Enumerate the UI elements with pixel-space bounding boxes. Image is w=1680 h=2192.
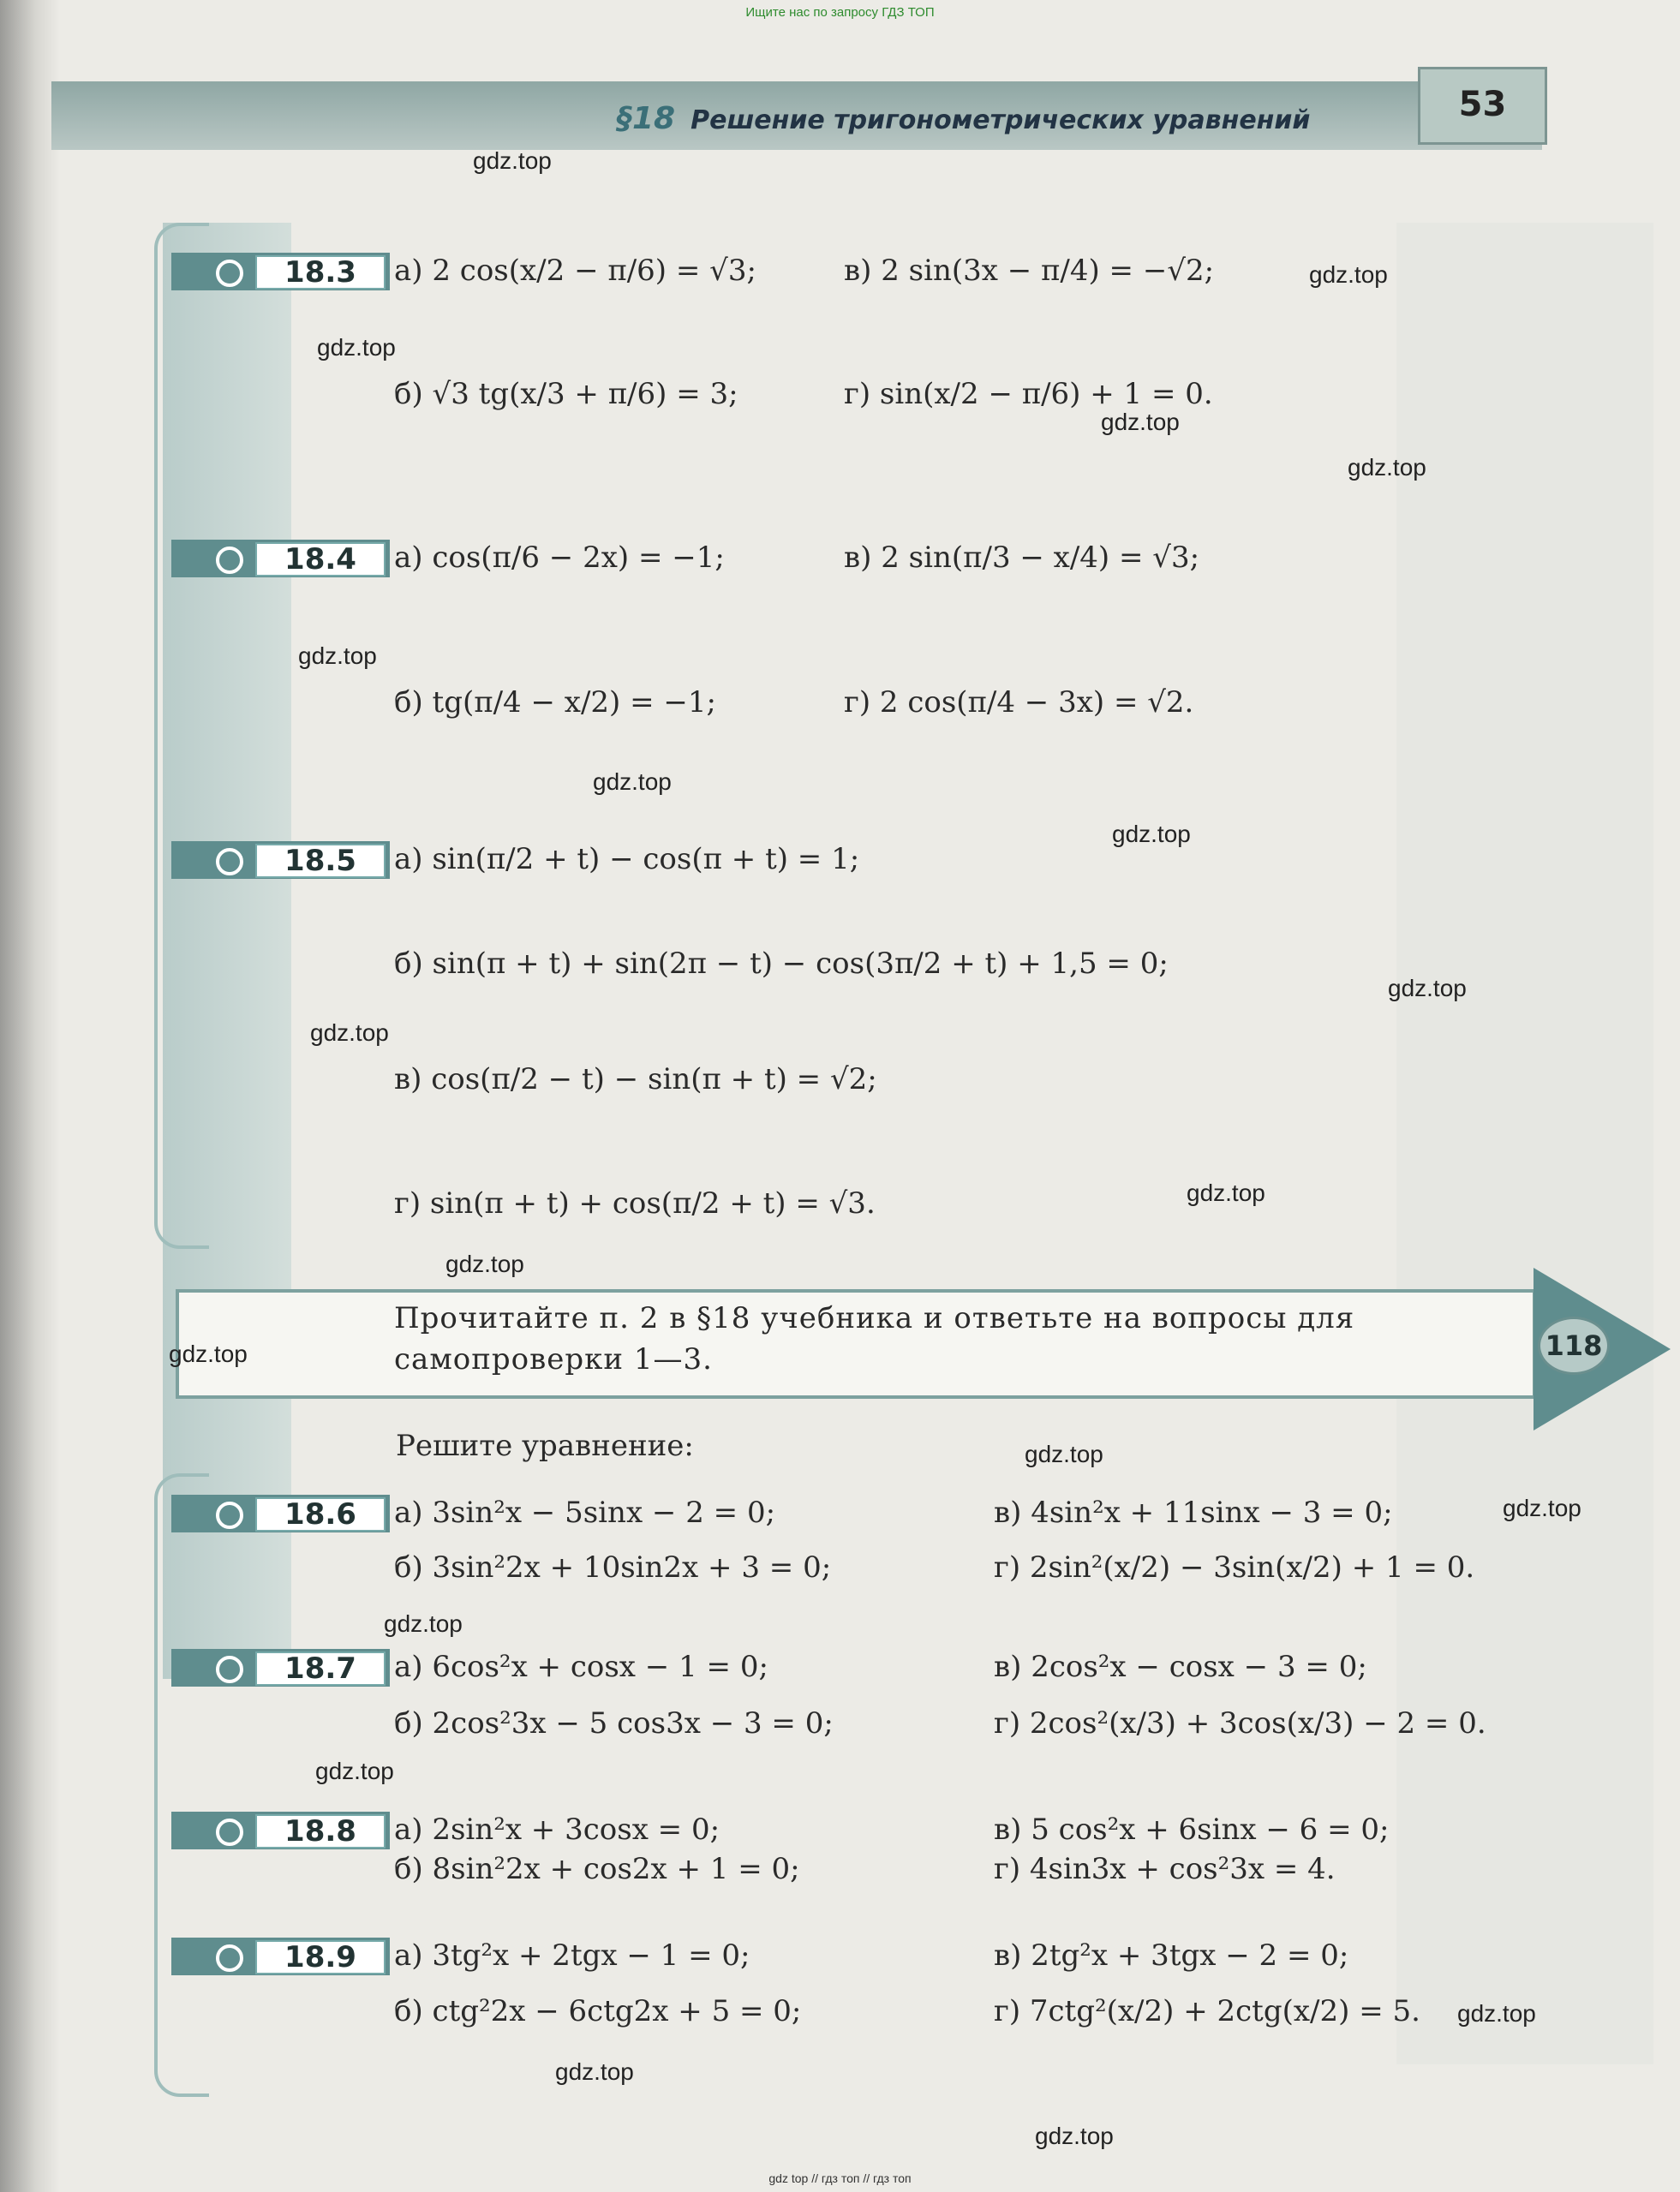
equation: б) 8sin²2x + cos2x + 1 = 0; xyxy=(394,1852,800,1886)
equation: б) sin(π + t) + sin(2π − t) − cos(3π/2 + t) + 1,5 = 0; xyxy=(394,947,1169,981)
section-number: §18 xyxy=(617,101,676,136)
equation: в) 2 sin(3x − π/4) = −√2; xyxy=(844,254,1215,288)
watermark: gdz.top xyxy=(1112,821,1191,847)
top-note: Ищите нас по запросу ГДЗ ТОП xyxy=(745,5,935,20)
watermark: gdz.top xyxy=(1388,975,1467,1001)
exercise-number-box xyxy=(255,542,386,576)
exercise-number: 18.7 xyxy=(284,1651,356,1686)
equation: а) 6cos²x + cosx − 1 = 0; xyxy=(394,1650,768,1684)
page-binding-shadow xyxy=(0,0,60,2192)
equation: в) 4sin²x + 11sinx − 3 = 0; xyxy=(994,1496,1393,1530)
page-number-box xyxy=(1418,67,1547,145)
exercise-marker xyxy=(171,1495,390,1532)
watermark: gdz.top xyxy=(473,147,552,174)
equation: б) √3 tg(x/3 + π/6) = 3; xyxy=(394,377,738,411)
watermark: gdz.top xyxy=(1348,454,1426,481)
watermark: gdz.top xyxy=(1309,261,1388,288)
watermark: gdz.top xyxy=(298,642,377,669)
exercise-marker xyxy=(171,1938,390,1975)
watermark: gdz.top xyxy=(445,1251,524,1277)
equation: г) 2 cos(π/4 − 3x) = √2. xyxy=(844,685,1194,720)
watermark: gdz.top xyxy=(1101,409,1180,435)
equation: а) cos(π/6 − 2x) = −1; xyxy=(394,541,725,575)
info-text: Прочитайте п. 2 в §18 учебника и ответьте на вопросы для самопроверки 1—3. xyxy=(394,1301,1355,1377)
circle-icon xyxy=(216,260,243,287)
exercise-marker xyxy=(171,841,390,879)
equation: в) 2tg²x + 3tgx − 2 = 0; xyxy=(994,1938,1349,1973)
watermark: gdz.top xyxy=(1503,1495,1581,1521)
circle-icon xyxy=(216,1944,243,1972)
exercise-number: 18.3 xyxy=(284,255,356,290)
circle-icon xyxy=(216,848,243,875)
exercise-marker xyxy=(171,1812,390,1849)
equation: в) 5 cos²x + 6sinx − 6 = 0; xyxy=(994,1813,1390,1847)
watermark: gdz.top xyxy=(593,768,672,795)
equation: б) ctg²2x − 6ctg2x + 5 = 0; xyxy=(394,1994,802,2028)
equation: г) 2sin²(x/2) − 3sin(x/2) + 1 = 0. xyxy=(994,1550,1475,1585)
exercise-number: 18.9 xyxy=(284,1940,356,1974)
watermark: gdz.top xyxy=(315,1758,394,1784)
group-bracket-bottom xyxy=(154,1473,209,2097)
circle-icon xyxy=(216,1819,243,1846)
group-bracket-top xyxy=(154,223,209,1249)
exercise-number-box xyxy=(255,1940,386,1974)
equation: б) 2cos²3x − 5 cos3x − 3 = 0; xyxy=(394,1706,834,1741)
circle-icon xyxy=(216,1656,243,1683)
watermark: gdz.top xyxy=(384,1610,463,1637)
equation: а) sin(π/2 + t) − cos(π + t) = 1; xyxy=(394,842,860,876)
equation: а) 2sin²x + 3cosx = 0; xyxy=(394,1813,720,1847)
bottom-note: gdz top // гдз топ // гдз топ xyxy=(768,2171,912,2185)
reference-number: 118 xyxy=(1545,1329,1603,1362)
bleed-through-area xyxy=(1396,223,1653,2064)
equation: а) 2 cos(x/2 − π/6) = √3; xyxy=(394,254,756,288)
equation: г) 7ctg²(x/2) + 2ctg(x/2) = 5. xyxy=(994,1994,1420,2028)
exercise-number-box xyxy=(255,1651,386,1686)
equation: а) 3sin²x − 5sinx − 2 = 0; xyxy=(394,1496,776,1530)
watermark: gdz.top xyxy=(1035,2123,1114,2149)
exercise-number: 18.5 xyxy=(284,844,356,878)
solve-label: Решите уравнение: xyxy=(396,1429,694,1463)
equation: в) cos(π/2 − t) − sin(π + t) = √2; xyxy=(394,1062,877,1096)
page-header xyxy=(617,101,1310,136)
watermark: gdz.top xyxy=(169,1341,248,1367)
exercise-number: 18.6 xyxy=(284,1497,356,1532)
exercise-number-box xyxy=(255,255,386,290)
equation: г) 2cos²(x/3) + 3cos(x/3) − 2 = 0. xyxy=(994,1706,1486,1741)
exercise-number: 18.4 xyxy=(284,542,356,576)
circle-icon xyxy=(216,547,243,574)
equation: б) tg(π/4 − x/2) = −1; xyxy=(394,685,716,720)
exercise-number-box xyxy=(255,1814,386,1849)
watermark: gdz.top xyxy=(1025,1441,1103,1467)
page-number: 53 xyxy=(1458,85,1507,124)
equation: в) 2cos²x − cosx − 3 = 0; xyxy=(994,1650,1367,1684)
equation: б) 3sin²2x + 10sin2x + 3 = 0; xyxy=(394,1550,832,1585)
exercise-number-box xyxy=(255,1497,386,1532)
exercise-marker xyxy=(171,1649,390,1687)
watermark: gdz.top xyxy=(317,334,396,361)
equation: в) 2 sin(π/3 − x/4) = √3; xyxy=(844,541,1200,575)
circle-icon xyxy=(216,1502,243,1529)
equation: а) 3tg²x + 2tgx − 1 = 0; xyxy=(394,1938,750,1973)
watermark: gdz.top xyxy=(555,2058,634,2085)
equation: г) sin(x/2 − π/6) + 1 = 0. xyxy=(844,377,1213,411)
equation: г) 4sin3x + cos²3x = 4. xyxy=(994,1852,1336,1886)
exercise-number-box xyxy=(255,844,386,878)
exercise-number: 18.8 xyxy=(284,1814,356,1849)
watermark: gdz.top xyxy=(1187,1180,1265,1206)
equation: г) sin(π + t) + cos(π/2 + t) = √3. xyxy=(394,1186,876,1221)
reference-badge xyxy=(1538,1317,1610,1375)
exercise-marker xyxy=(171,540,390,577)
watermark: gdz.top xyxy=(310,1019,389,1046)
watermark: gdz.top xyxy=(1457,2000,1536,2027)
section-title: Решение тригонометрических уравнений xyxy=(691,105,1311,135)
exercise-marker xyxy=(171,253,390,290)
